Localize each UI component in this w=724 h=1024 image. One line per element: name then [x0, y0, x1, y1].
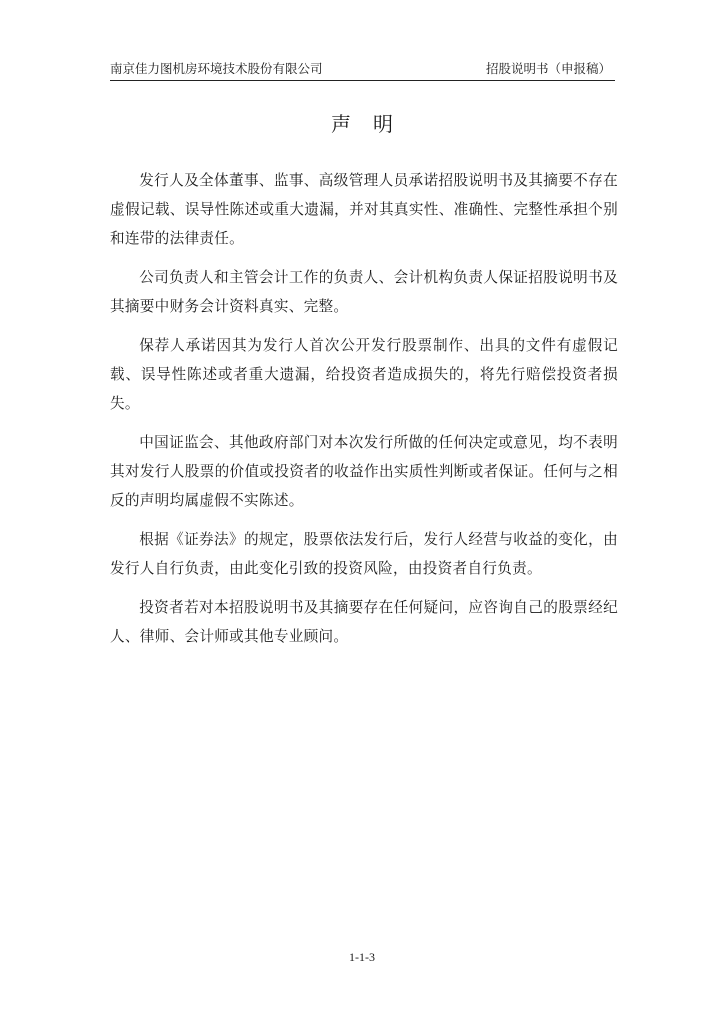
company-name: 南京佳力图机房环境技术股份有限公司 — [110, 61, 323, 76]
paragraph: 投资者若对本招股说明书及其摘要存在任何疑问，应咨询自己的股票经纪人、律师、会计师或其他专业顾问。 — [110, 599, 618, 645]
document-type: 招股说明书（申报稿） — [485, 61, 611, 76]
paragraph: 公司负责人和主管会计工作的负责人、会计机构负责人保证招股说明书及其摘要中财务会计资料真实、完整。 — [110, 269, 618, 315]
paragraph: 根据《证券法》的规定，股票依法发行后，发行人经营与收益的变化，由发行人自行负责，由此变化引致的投资风险，由投资者自行负责。 — [110, 531, 618, 577]
paragraph: 发行人及全体董事、监事、高级管理人员承诺招股说明书及其摘要不存在虚假记载、误导性陈述或重大遗漏，并对其真实性、准确性、完整性承担个别和连带的法律责任。 — [110, 172, 618, 247]
paragraph: 中国证监会、其他政府部门对本次发行所做的任何决定或意见，均不表明其对发行人股票的价值或投资者的收益作出实质性判断或者保证。任何与之相反的声明均属虚假不实陈述。 — [110, 434, 618, 509]
page-header — [110, 58, 615, 81]
declaration-body — [110, 166, 618, 661]
paragraph: 保荐人承诺因其为发行人首次公开发行股票制作、出具的文件有虚假记载、误导性陈述或者重大遗漏，给投资者造成损失的，将先行赔偿投资者损失。 — [110, 337, 618, 412]
page-title: 声明 — [331, 112, 415, 136]
page-number: 1-1-3 — [349, 950, 375, 964]
